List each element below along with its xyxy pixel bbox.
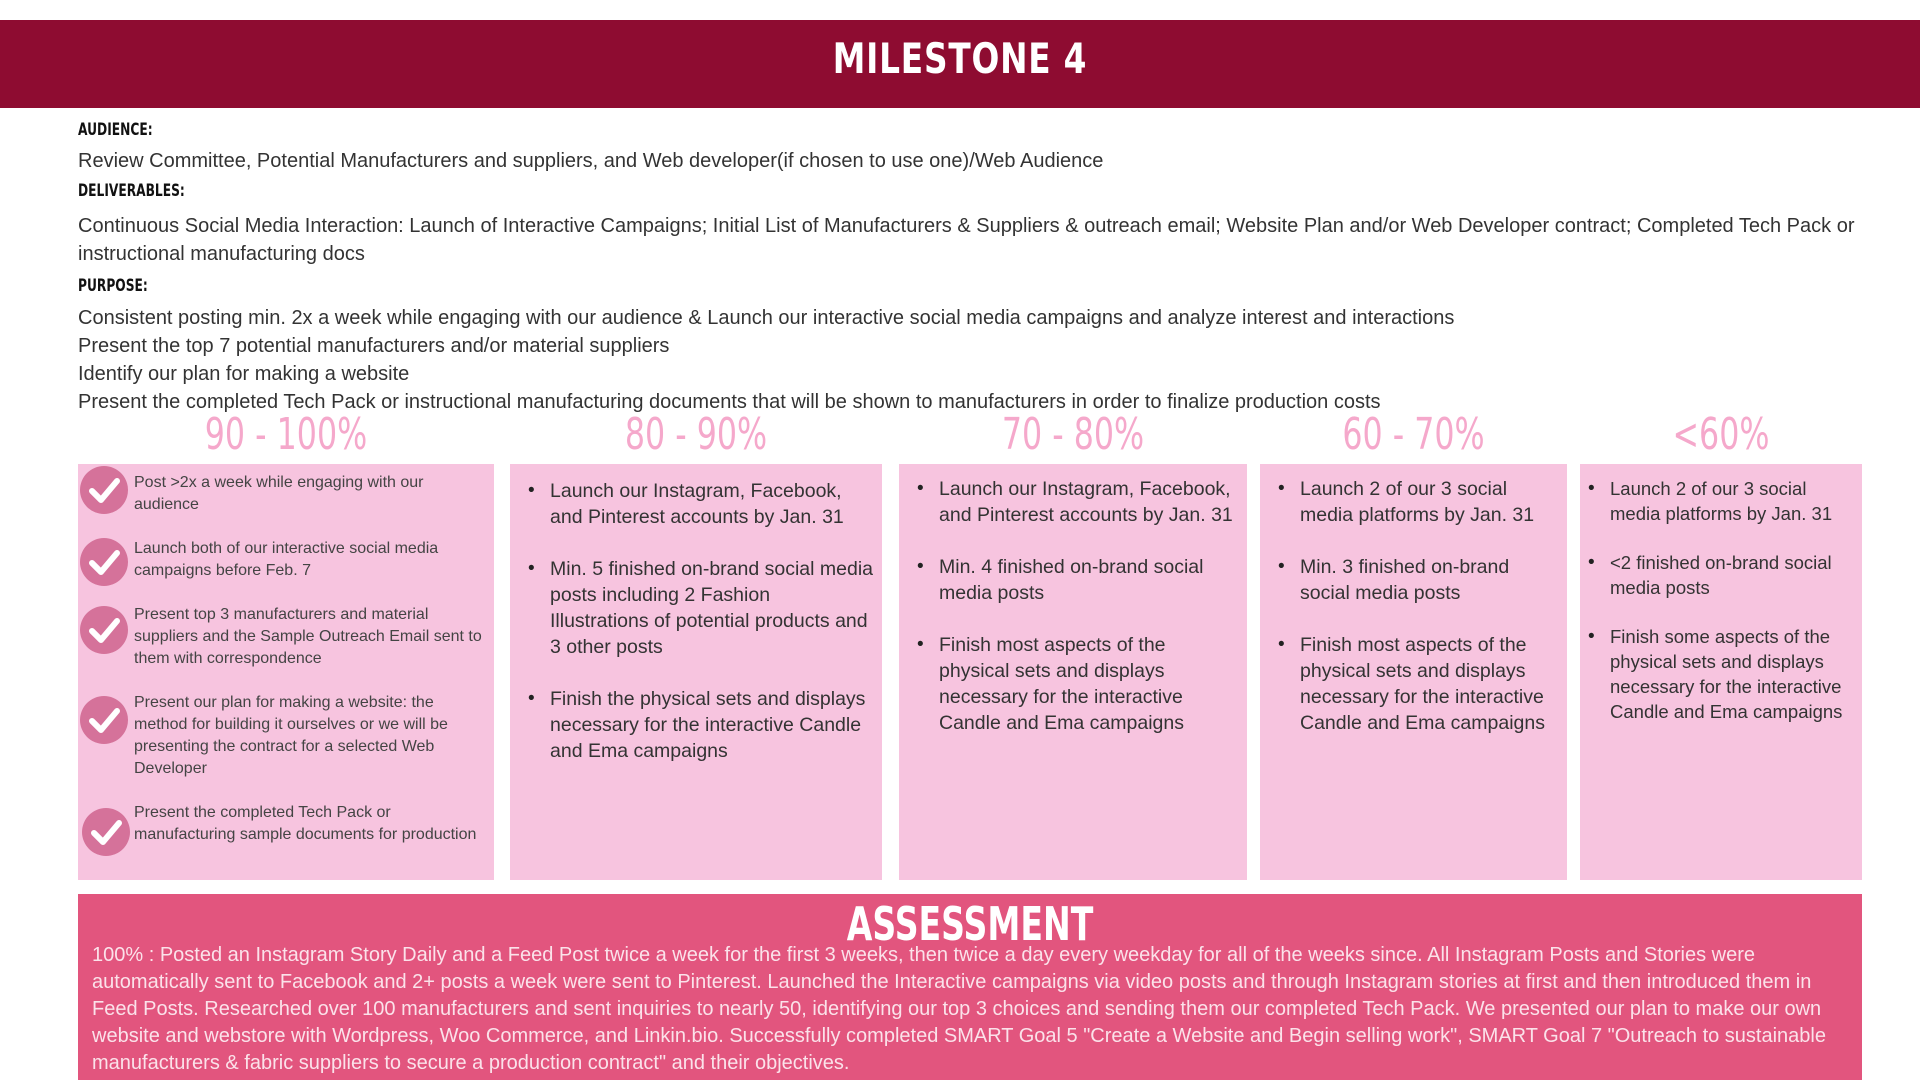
criteria-bullet: • Min. 4 finished on-brand social media posts xyxy=(913,554,1239,606)
criteria-text: Present the completed Tech Pack or manufacturing sample documents for production xyxy=(134,804,477,843)
deliverables-label: DELIVERABLES: xyxy=(78,181,185,201)
grade-heading-below-60: <60% xyxy=(1672,409,1770,460)
intro-section xyxy=(78,118,1868,416)
assessment-text: 100% : Posted an Instagram Story Daily and a Feed Post twice a week for the first 3 weeks, then twice a day every weekday for all of the weeks since. All Instagram Posts and Stories were automatically sent to Facebook and 2+ posts a week were sent to Pinterest. Launched the Interactive campaigns via video posts and through Instagram stories at first and then introduced them in Feed Posts. Researched over 100 manufacturers and sent inquiries to nearly 50, identifying our top 3 choices and sending them our completed Tech Pack. We presented our plan to make our own website and webstore with Wordpress, Woo Commerce, and Linkin.bio. Successfully completed SMART Goal 5 "Create a Website and Begin selling work", SMART Goal 7 "Outreach to sustainable manufacturers & fabric suppliers to secure a production contract" and their objectives. xyxy=(92,944,1826,1074)
check-circle-icon xyxy=(82,808,130,856)
criteria-bullet: • Launch our Instagram, Facebook, and Pinterest accounts by Jan. 31 xyxy=(524,478,874,530)
criteria-bullet: • Launch 2 of our 3 social media platforms by Jan. 31 xyxy=(1274,476,1562,528)
purpose-line: Present the completed Tech Pack or instructional manufacturing documents that will be shown to manufacturers in order to finalize production costs xyxy=(78,391,1381,413)
criteria-bullet: • Min. 3 finished on-brand social media posts xyxy=(1274,554,1562,606)
criteria-text: Post >2x a week while engaging with our audience xyxy=(134,474,424,513)
criteria-text: Launch both of our interactive social media campaigns before Feb. 7 xyxy=(134,540,439,579)
purpose-line: Present the top 7 potential manufacturers and/or material suppliers xyxy=(78,335,670,357)
criteria-list xyxy=(1274,476,1562,736)
criteria-bullet: • Finish the physical sets and displays necessary for the interactive Candle and Ema campaigns xyxy=(524,686,874,764)
criteria-list xyxy=(524,478,874,764)
criteria-bullet: • Finish some aspects of the physical sets and displays necessary for the interactive Candle and Ema campaigns xyxy=(1584,624,1860,724)
check-circle-icon xyxy=(80,466,128,514)
grade-card-80-90 xyxy=(510,464,882,880)
criteria-bullet: • Launch 2 of our 3 social media platforms by Jan. 31 xyxy=(1584,476,1860,526)
check-circle-icon xyxy=(80,696,128,744)
grade-card-70-80 xyxy=(899,464,1247,880)
grade-card-60-70 xyxy=(1260,464,1567,880)
check-circle-icon xyxy=(80,538,128,586)
assessment-title: ASSESSMENT xyxy=(846,897,1094,951)
page-title: MILESTONE 4 xyxy=(832,34,1088,83)
grade-card-below-60 xyxy=(1580,464,1862,880)
purpose-line: Identify our plan for making a website xyxy=(78,363,410,385)
deliverables-text: Continuous Social Media Interaction: Launch of Interactive Campaigns; Initial List of Manufacturers & Suppliers & outreach email; Website Plan and/or Web Developer contract; Completed Tech Pack or instructional manufacturing docs xyxy=(78,215,1855,265)
check-circle-icon xyxy=(80,606,128,654)
grade-headings xyxy=(0,410,1920,460)
purpose-label: PURPOSE: xyxy=(78,276,148,296)
grade-heading-70-80: 70 - 80% xyxy=(1001,409,1145,460)
criteria-bullet: • Launch our Instagram, Facebook, and Pinterest accounts by Jan. 31 xyxy=(913,476,1239,528)
criteria-bullet: • <2 finished on-brand social media posts xyxy=(1584,550,1860,600)
criteria-text: Present our plan for making a website: the method for building it ourselves or we will be presenting the contract for a selected Web Developer xyxy=(134,694,448,777)
grade-heading-80-90: 80 - 90% xyxy=(624,409,768,460)
audience-label: AUDIENCE: xyxy=(78,120,153,140)
criteria-list xyxy=(1584,476,1860,724)
criteria-list xyxy=(913,476,1239,736)
assessment-panel xyxy=(78,894,1862,1080)
grade-card-90-100 xyxy=(78,464,494,880)
grade-heading-60-70: 60 - 70% xyxy=(1342,409,1485,460)
audience-text: Review Committee, Potential Manufacturers and suppliers, and Web developer(if chosen to use one)/Web Audience xyxy=(78,150,1104,172)
criteria-bullet: • Min. 5 finished on-brand social media posts including 2 Fashion Illustrations of potential products and 3 other posts xyxy=(524,556,874,660)
criteria-bullet: • Finish most aspects of the physical sets and displays necessary for the interactive Candle and Ema campaigns xyxy=(913,632,1239,736)
criteria-text: Present top 3 manufacturers and material suppliers and the Sample Outreach Email sent to them with correspondence xyxy=(134,606,482,667)
grade-heading-90-100: 90 - 100% xyxy=(204,409,368,460)
purpose-list xyxy=(78,304,1868,416)
criteria-bullet: • Finish most aspects of the physical sets and displays necessary for the interactive Candle and Ema campaigns xyxy=(1274,632,1562,736)
purpose-line: Consistent posting min. 2x a week while engaging with our audience & Launch our interactive social media campaigns and analyze interest and interactions xyxy=(78,307,1455,329)
